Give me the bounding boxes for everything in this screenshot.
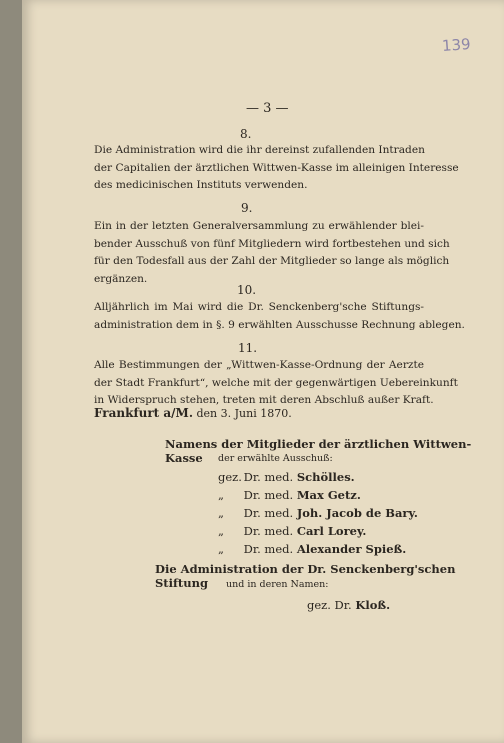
dateline [94,406,292,420]
page-number: — 3 — [246,101,289,116]
administration-subheading: und in deren Namen: [226,579,329,590]
signature-prefix: „ [218,524,224,538]
signature-line [218,470,355,484]
signature-title: Dr. med. [243,488,294,502]
text-line: Alle Bestimmungen der „Wittwen-Kasse-Ordnung der Aerzte [94,359,424,371]
signature-name: Kloß. [355,598,391,612]
signature-line [218,542,406,556]
section-10-text [94,299,465,334]
text-line: Die Administration wird die ihr dereinst zufallenden Intraden [94,144,425,156]
signature-prefix: „ [218,542,224,556]
signature-prefix: „ [218,488,224,502]
signature-name: Max Getz. [296,488,361,502]
signature-prefix: gez. [218,470,242,484]
section-10-number: 10. [237,283,257,297]
signature-title: Dr. [334,598,352,612]
section-9-number: 9. [241,201,253,215]
text-line: des medicinischen Instituts verwenden. [94,179,308,191]
text-line: Ein in der letzten Generalversammlung zu erwählender blei- [94,220,424,232]
text-line: der Stadt Frankfurt“, welche mit der gegenwärtigen Uebereinkunft [94,376,458,389]
text-line: bender Ausschuß von fünf Mitgliedern wird fortbestehen und sich [94,237,450,250]
document-page [22,0,504,743]
section-11-text [94,357,458,410]
signature-line [218,488,361,502]
text-line: ergänzen. [94,272,148,285]
administration-heading: Die Administration der Dr. Senckenberg'schen Stiftung [155,562,456,590]
signature-title: Dr. med. [243,524,294,538]
signature-prefix: „ [218,506,224,520]
section-8-number: 8. [240,127,252,141]
text-line: in Widerspruch stehen, treten mit deren Abschluß außer Kraft. [94,394,434,406]
signature-title: Dr. med. [243,506,294,520]
signature-prefix: gez. [307,598,331,612]
signature-name: Joh. Jacob de Bary. [296,506,418,520]
dateline-date: den 3. Juni 1870. [196,407,292,420]
signature-name: Alexander Spieß. [296,542,407,556]
signature-line [218,524,366,538]
text-line: für den Todesfall aus der Zahl der Mitglieder so lange als möglich [94,255,450,267]
pencil-page-note: 139 [441,35,472,55]
section-8-text [94,142,459,195]
committee-subheading: der erwählte Ausschuß: [218,453,333,464]
dateline-place: Frankfurt a/M. [94,406,193,420]
signature-name: Schölles. [296,470,355,484]
committee-heading: Namens der Mitglieder der ärztlichen Wittwen-Kasse [165,437,472,465]
text-line: der Capitalien der ärztlichen Wittwen-Kasse im alleinigen Interesse [94,161,459,174]
signature-title: Dr. med. [243,470,294,484]
signature-name: Carl Lorey. [296,524,367,538]
final-signature [307,598,390,612]
section-9-text [94,218,450,288]
text-line: Alljährlich im Mai wird die Dr. Senckenberg'sche Stiftungs- [94,301,424,313]
signature-title: Dr. med. [243,542,294,556]
signature-line [218,506,418,520]
section-11-number: 11. [238,341,258,355]
text-line: administration dem in §. 9 erwählten Ausschusse Rechnung ablegen. [94,318,465,331]
